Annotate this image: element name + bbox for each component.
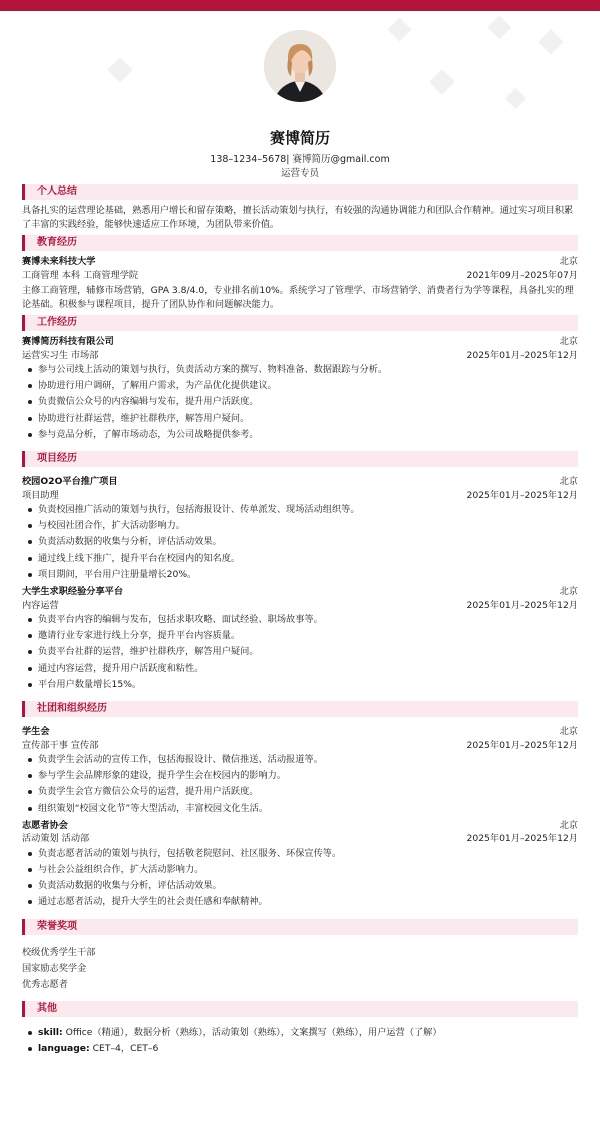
section-header-other bbox=[22, 1001, 578, 1017]
company-name: 赛博简历科技有限公司 bbox=[22, 336, 114, 347]
club-entry bbox=[22, 725, 578, 817]
decorative-diamond bbox=[487, 15, 511, 39]
bullet-list bbox=[22, 752, 578, 817]
date-range: 2025年01月–2025年12月 bbox=[466, 489, 578, 501]
date-range: 2025年01月–2025年12月 bbox=[466, 599, 578, 611]
club-name: 志愿者协会 bbox=[22, 819, 68, 831]
list-item: 负责平台社群的运营，维护社群秩序，解答用户疑问。 bbox=[22, 644, 578, 660]
project-name: 校园O2O平台推广项目 bbox=[22, 476, 118, 488]
list-item: 协助进行用户调研，了解用户需求，为产品优化提供建议。 bbox=[22, 378, 578, 394]
location: 北京 bbox=[559, 476, 578, 488]
club-name: 学生会 bbox=[22, 726, 50, 738]
award-item: 国家励志奖学金 bbox=[22, 962, 87, 974]
job-title: 运营专员 bbox=[280, 168, 319, 179]
bullet-list bbox=[22, 846, 578, 911]
decorative-diamond bbox=[107, 57, 132, 82]
list-item: 负责活动数据的收集与分析，评估活动效果。 bbox=[22, 878, 578, 894]
top-accent-bar bbox=[0, 0, 600, 11]
decorative-diamond bbox=[538, 29, 563, 54]
location: 北京 bbox=[559, 336, 578, 347]
section-title: 荣誉奖项 bbox=[37, 920, 77, 932]
section-header-education bbox=[22, 235, 578, 251]
list-item: 与社会公益组织合作，扩大活动影响力。 bbox=[22, 862, 578, 878]
list-item: 组织策划“校园文化节”等大型活动，丰富校园文化生活。 bbox=[22, 801, 578, 817]
language-text: CET–4，CET–6 bbox=[92, 1042, 159, 1054]
bullet-list bbox=[22, 362, 578, 443]
position: 运营实习生 市场部 bbox=[22, 349, 99, 361]
bullet-list bbox=[22, 1025, 578, 1057]
section-header-awards bbox=[22, 919, 578, 935]
decorative-diamond bbox=[387, 17, 411, 41]
school-name: 赛博未来科技大学 bbox=[22, 256, 96, 267]
list-item: 参与公司线上活动的策划与执行，负责活动方案的撰写、物料准备、数据跟踪与分析。 bbox=[22, 362, 578, 378]
project-role: 项目助理 bbox=[22, 489, 59, 501]
list-item bbox=[22, 1041, 578, 1057]
education-detail: 主修工商管理，辅修市场营销，GPA 3.8/4.0，专业排名前10%。系统学习了管理学、市场营销学、消费者行为学等课程，具备扎实的理论基础。积极参与课程项目，提升了团队协作和问题解决能力。 bbox=[22, 285, 574, 310]
location: 北京 bbox=[559, 819, 578, 831]
date-range: 2025年01月–2025年12月 bbox=[466, 739, 578, 751]
candidate-name: 赛博简历 bbox=[269, 129, 330, 147]
list-item: 与校园社团合作，扩大活动影响力。 bbox=[22, 518, 578, 534]
skill-label: skill: bbox=[38, 1026, 63, 1038]
location: 北京 bbox=[559, 726, 578, 738]
section-title: 教育经历 bbox=[37, 237, 77, 248]
education-header-row bbox=[22, 255, 578, 269]
award-item: 优秀志愿者 bbox=[22, 978, 68, 990]
project-entry bbox=[22, 475, 578, 583]
date-range: 2025年01月–2025年12月 bbox=[466, 833, 578, 845]
contact-info: 138–1234–5678| 赛博简历@gmail.com bbox=[210, 154, 390, 165]
decorative-diamond bbox=[429, 69, 454, 94]
list-item: 项目期间，平台用户注册量增长20%。 bbox=[22, 567, 578, 583]
section-title: 社团和组织经历 bbox=[37, 703, 107, 715]
section-header-work bbox=[22, 315, 578, 331]
degree: 工商管理 本科 工商管理学院 bbox=[22, 269, 139, 281]
work-entry bbox=[22, 335, 578, 443]
list-item: 参与竞品分析，了解市场动态，为公司战略提供参考。 bbox=[22, 427, 578, 443]
club-role: 活动策划 活动部 bbox=[22, 833, 90, 845]
list-item: 负责平台内容的编辑与发布，包括求职攻略、面试经验、职场故事等。 bbox=[22, 612, 578, 628]
section-title: 工作经历 bbox=[37, 317, 77, 328]
section-title: 其他 bbox=[37, 1002, 57, 1014]
list-item: 负责志愿者活动的策划与执行，包括敬老院慰问、社区服务、环保宣传等。 bbox=[22, 846, 578, 862]
list-item: 负责微信公众号的内容编辑与发布，提升用户活跃度。 bbox=[22, 394, 578, 410]
list-item: 邀请行业专家进行线上分享，提升平台内容质量。 bbox=[22, 628, 578, 644]
list-item: 负责活动数据的收集与分析，评估活动效果。 bbox=[22, 534, 578, 550]
section-header-summary bbox=[22, 184, 578, 200]
date-range: 2021年09月–2025年07月 bbox=[466, 269, 578, 281]
resume-body bbox=[22, 182, 578, 1057]
award-item: 校级优秀学生干部 bbox=[22, 946, 96, 958]
language-label: language: bbox=[38, 1042, 90, 1054]
club-entry bbox=[22, 819, 578, 911]
decorative-diamond bbox=[505, 88, 526, 109]
skill-text: Office（精通），数据分析（熟练），活动策划（熟练），文案撰写（熟练），用户运营（了解） bbox=[65, 1026, 442, 1038]
bullet-list bbox=[22, 612, 578, 693]
education-degree-row bbox=[22, 269, 578, 283]
list-item: 通过志愿者活动，提升大学生的社会责任感和奉献精神。 bbox=[22, 894, 578, 910]
section-title: 项目经历 bbox=[37, 453, 77, 465]
list-item: 负责校园推广活动的策划与执行，包括海报设计、传单派发、现场活动组织等。 bbox=[22, 502, 578, 518]
project-role: 内容运营 bbox=[22, 599, 59, 611]
list-item: 通过内容运营，提升用户活跃度和粘性。 bbox=[22, 661, 578, 677]
section-header-clubs bbox=[22, 701, 578, 717]
list-item: 负责学生会官方微信公众号的运营，提升用户活跃度。 bbox=[22, 784, 578, 800]
section-header-projects bbox=[22, 451, 578, 467]
list-item: 参与学生会品牌形象的建设，提升学生会在校园内的影响力。 bbox=[22, 768, 578, 784]
location: 北京 bbox=[559, 586, 578, 598]
list-item: 负责学生会活动的宣传工作，包括海报设计、微信推送、活动报道等。 bbox=[22, 752, 578, 768]
date-range: 2025年01月–2025年12月 bbox=[466, 349, 578, 361]
club-role: 宣传部干事 宣传部 bbox=[22, 739, 99, 751]
list-item: 协助进行社群运营，维护社群秩序，解答用户疑问。 bbox=[22, 411, 578, 427]
summary-text: 具备扎实的运营理论基础，熟悉用户增长和留存策略，擅长活动策划与执行，有较强的沟通协调能力和团队合作精神。通过实习项目积累了丰富的实践经验，能够快速适应工作环境，为团队带来价值。 bbox=[22, 205, 574, 230]
list-item: 平台用户数量增长15%。 bbox=[22, 677, 578, 693]
project-entry bbox=[22, 585, 578, 693]
list-item: 通过线上线下推广，提升平台在校园内的知名度。 bbox=[22, 551, 578, 567]
bullet-list bbox=[22, 502, 578, 583]
location: 北京 bbox=[559, 256, 578, 267]
avatar bbox=[264, 30, 336, 102]
list-item bbox=[22, 1025, 578, 1041]
project-name: 大学生求职经验分享平台 bbox=[22, 586, 124, 598]
section-title: 个人总结 bbox=[37, 186, 77, 197]
